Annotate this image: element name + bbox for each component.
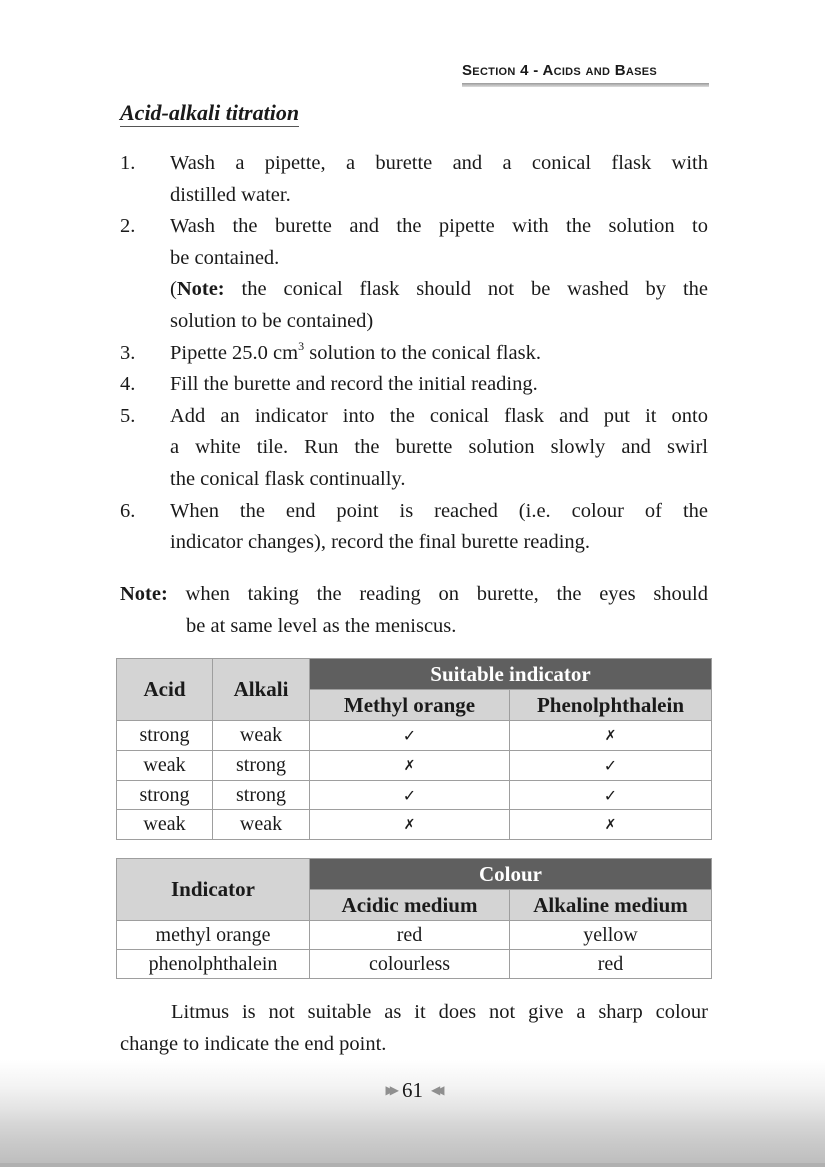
running-head: Section 4 - Acids and Bases (462, 62, 658, 79)
paragraph-text: Litmus is not suitable as it does not give a sharp colour (171, 1001, 708, 1023)
check-icon: ✓ (603, 785, 618, 805)
header-indicator: Indicator (117, 859, 310, 921)
table-row (117, 781, 712, 810)
note-label: Note: (120, 583, 168, 605)
step-item (120, 369, 708, 401)
step-note-text: solution to be contained) (170, 309, 374, 332)
cell-acid: weak (117, 810, 213, 840)
step-item (120, 211, 708, 337)
step-number: 6. (120, 499, 136, 522)
running-head-rule (462, 83, 709, 87)
step-text: Add an indicator into the conical flask and put it onto (170, 404, 708, 427)
cell-indicator: methyl orange (117, 921, 310, 950)
note-text: when taking the reading on burette, the eyes should (167, 583, 708, 605)
indicator-suitability-table (116, 658, 712, 840)
cell-alkaline: yellow (510, 921, 712, 950)
step-note-label: Note: (176, 278, 225, 301)
step-text: indicator changes), record the final burette reading. (170, 531, 591, 554)
cell-alkaline: red (510, 950, 712, 979)
step-text: Pipette 25.0 $cm^3$ solution to the conical flask. (170, 338, 541, 364)
header-alkaline-medium: Alkaline medium (510, 890, 712, 921)
step-number: 1. (120, 152, 136, 174)
double-right-arrow-icon: ▶▶ (385, 1083, 394, 1097)
paragraph-text: change to indicate the end point. (120, 1033, 387, 1055)
step-number: 4. (120, 373, 136, 396)
page-number: 61 (402, 1078, 423, 1102)
header-colour: Colour (310, 859, 712, 890)
header-alkali: Alkali (213, 659, 310, 721)
cell-alkali: weak (213, 810, 310, 840)
step-number: 5. (120, 404, 136, 427)
cell-acid: strong (117, 781, 213, 810)
header-acid: Acid (117, 659, 213, 721)
table-row (117, 751, 712, 781)
page-footer (0, 1078, 825, 1103)
step-note-text: the conical flask should not be washed by the (224, 278, 708, 301)
cell-acid: weak (117, 751, 213, 781)
superscript: 3 (298, 338, 305, 353)
cell-alkali: strong (213, 781, 310, 810)
step-text: the conical flask continually. (170, 467, 406, 490)
cell-alkali: strong (213, 751, 310, 781)
note-text: be at same level as the meniscus. (186, 615, 457, 637)
cell-acid: strong (117, 721, 213, 751)
cell-alkali: weak (213, 721, 310, 751)
cross-icon: ✗ (403, 758, 416, 774)
step-text: Wash the burette and the pipette with the solution to (170, 215, 708, 238)
table-row (117, 810, 712, 840)
header-suitable-indicator: Suitable indicator (310, 659, 712, 690)
cell-indicator: phenolphthalein (117, 950, 310, 979)
step-note: (Note: the conical flask should not be washed by the (170, 278, 708, 301)
table-row (117, 950, 712, 979)
step-text: distilled water. (170, 183, 291, 206)
step-number: 2. (120, 215, 136, 238)
header-acidic-medium: Acidic medium (310, 890, 510, 921)
step-text: Wash a pipette, a burette and a conical flask with (170, 152, 708, 174)
litmus-paragraph (120, 996, 708, 1060)
step-number: 3. (120, 341, 136, 364)
table-row (117, 921, 712, 950)
step-text: When the end point is reached (i.e. colour of the (170, 499, 708, 522)
step-item (120, 148, 708, 211)
page-bottom-gradient (0, 1060, 825, 1167)
cross-icon: ✗ (403, 817, 416, 833)
check-icon: ✓ (402, 726, 417, 745)
step-item (120, 401, 708, 496)
header-phenolphthalein: Phenolphthalein (510, 690, 712, 721)
cross-icon: ✗ (604, 817, 617, 833)
cell-acidic: colourless (310, 950, 510, 979)
step-item (120, 496, 708, 559)
indicator-colour-table (116, 858, 712, 979)
cell-acidic: red (310, 921, 510, 950)
step-text: be contained. (170, 246, 280, 269)
meniscus-note (120, 578, 708, 642)
step-item (120, 338, 708, 370)
check-icon: ✓ (402, 785, 417, 805)
step-text: Fill the burette and record the initial reading. (170, 373, 538, 396)
header-methyl-orange: Methyl orange (310, 690, 510, 721)
table-row (117, 721, 712, 751)
step-text: a white tile. Run the burette solution slowly and swirl (170, 436, 708, 459)
check-icon: ✓ (603, 756, 618, 775)
cross-icon: ✗ (604, 728, 617, 744)
section-title: Acid-alkali titration (120, 100, 300, 125)
double-left-arrow-icon: ◀◀ (431, 1083, 440, 1097)
procedure-steps (120, 148, 708, 559)
